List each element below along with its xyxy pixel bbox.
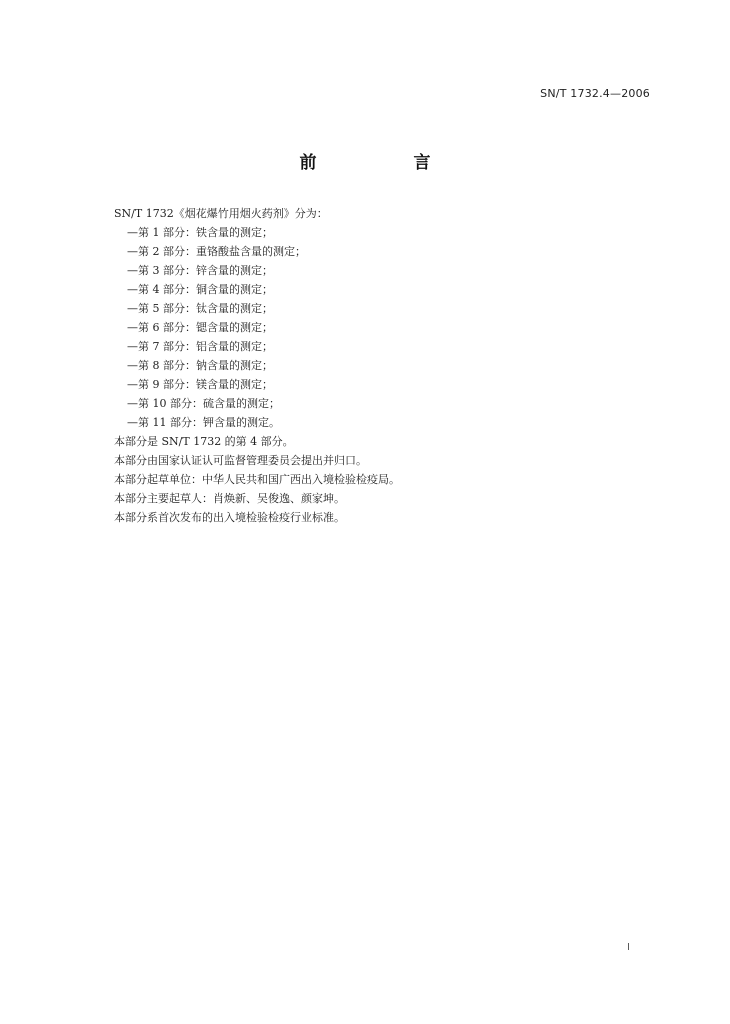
part-item-4: —第 4 部分：铜含量的测定； [127,283,273,296]
part-item-11: —第 11 部分：钾含量的测定。 [127,416,280,429]
part-item-5: —第 5 部分：钛含量的测定； [127,302,273,315]
statement-drafters: 本部分主要起草人：肖焕新、吴俊逸、颜家坤。 [114,492,345,505]
part-item-1: —第 1 部分：铁含量的测定； [127,226,273,239]
part-item-6: —第 6 部分：锶含量的测定； [127,321,273,334]
part-item-2: —第 2 部分：重铬酸盐含量的测定； [127,245,306,258]
part-item-8: —第 8 部分：钠含量的测定； [127,359,273,372]
intro-line: SN/T 1732《烟花爆竹用烟火药剂》分为： [114,207,328,220]
statement-first-release: 本部分系首次发布的出入境检验检疫行业标准。 [114,511,345,524]
statement-part-number: 本部分是 SN/T 1732 的第 4 部分。 [114,435,294,448]
page-number: I [627,942,630,953]
page-title: 前 言 [299,153,471,173]
part-item-3: —第 3 部分：锌含量的测定； [127,264,273,277]
part-item-10: —第 10 部分：硫含量的测定； [127,397,280,410]
standard-code: SN/T 1732.4—2006 [540,87,650,100]
part-item-7: —第 7 部分：铝含量的测定； [127,340,273,353]
statement-proposer: 本部分由国家认证认可监督管理委员会提出并归口。 [114,454,367,467]
statement-drafting-unit: 本部分起草单位：中华人民共和国广西出入境检验检疫局。 [114,473,400,486]
part-item-9: —第 9 部分：镁含量的测定； [127,378,273,391]
preface-body [114,204,654,527]
